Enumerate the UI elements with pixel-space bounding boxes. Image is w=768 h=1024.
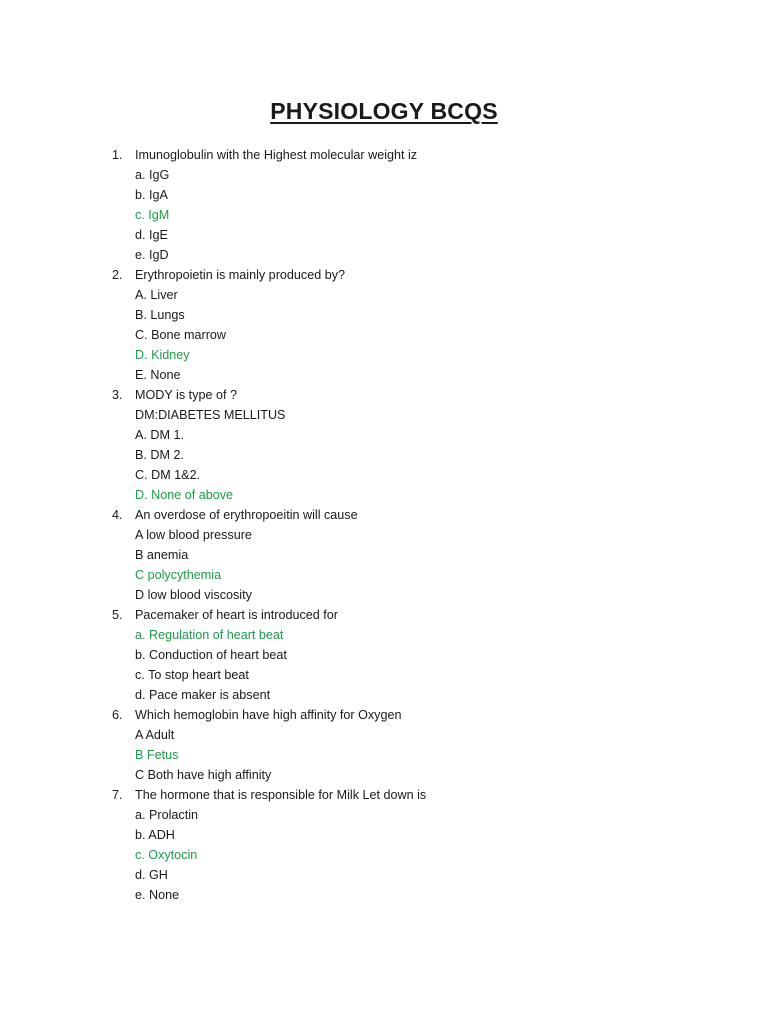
answer-option: a. IgG	[135, 168, 170, 182]
answer-option-line	[0, 725, 768, 745]
answer-option-line	[0, 845, 768, 865]
question-block	[0, 145, 768, 265]
answer-option: e. IgD	[135, 248, 169, 262]
answer-option: D low blood viscosity	[135, 588, 252, 602]
answer-option: B. Lungs	[135, 308, 185, 322]
question-list	[0, 145, 768, 905]
answer-option: b. IgA	[135, 188, 168, 202]
answer-option-line	[0, 525, 768, 545]
question-block	[0, 705, 768, 785]
answer-option: e. None	[135, 888, 180, 902]
question-text: Which hemoglobin have high affinity for Oxygen	[135, 708, 402, 722]
answer-option-correct: c. Oxytocin	[135, 848, 198, 862]
question-line	[0, 605, 768, 625]
answer-option-line	[0, 685, 768, 705]
question-block	[0, 605, 768, 705]
answer-option-correct: B Fetus	[135, 748, 179, 762]
answer-option: C. Bone marrow	[135, 328, 226, 342]
answer-option-line	[0, 825, 768, 845]
question-text: An overdose of erythropoeitin will cause	[135, 508, 358, 522]
question-line	[0, 705, 768, 725]
answer-option-line	[0, 245, 768, 265]
answer-option-line	[0, 765, 768, 785]
question-line	[0, 145, 768, 165]
answer-option-line	[0, 665, 768, 685]
question-note-line	[0, 405, 768, 425]
answer-option-correct: D. Kidney	[135, 348, 190, 362]
answer-option: d. Pace maker is absent	[135, 688, 271, 702]
answer-option-line	[0, 565, 768, 585]
answer-option-line	[0, 485, 768, 505]
answer-option: A low blood pressure	[135, 528, 252, 542]
question-text: Erythropoietin is mainly produced by?	[135, 268, 346, 282]
question-block	[0, 505, 768, 605]
question-number: 5.	[112, 608, 123, 622]
answer-option: d. IgE	[135, 228, 168, 242]
question-text: The hormone that is responsible for Milk Let down is	[135, 788, 427, 802]
answer-option-line	[0, 325, 768, 345]
answer-option-line	[0, 205, 768, 225]
answer-option: A. Liver	[135, 288, 178, 302]
answer-option: b. Conduction of heart beat	[135, 648, 287, 662]
answer-option-line	[0, 445, 768, 465]
question-text: Pacemaker of heart is introduced for	[135, 608, 339, 622]
answer-option-line	[0, 585, 768, 605]
answer-option-correct: C polycythemia	[135, 568, 222, 582]
answer-option: b. ADH	[135, 828, 175, 842]
question-line	[0, 505, 768, 525]
answer-option-line	[0, 885, 768, 905]
question-block	[0, 265, 768, 385]
question-line	[0, 385, 768, 405]
question-number: 7.	[112, 788, 123, 802]
answer-option-line	[0, 185, 768, 205]
answer-option: a. Prolactin	[135, 808, 198, 822]
answer-option-line	[0, 625, 768, 645]
question-number: 3.	[112, 388, 123, 402]
answer-option-line	[0, 425, 768, 445]
answer-option-line	[0, 365, 768, 385]
answer-option-line	[0, 745, 768, 765]
answer-option-line	[0, 805, 768, 825]
answer-option: B. DM 2.	[135, 448, 184, 462]
answer-option: B anemia	[135, 548, 189, 562]
answer-option-line	[0, 345, 768, 365]
question-line	[0, 265, 768, 285]
question-note: DM:DIABETES MELLITUS	[135, 408, 286, 422]
answer-option-line	[0, 305, 768, 325]
answer-option: C. DM 1&2.	[135, 468, 201, 482]
answer-option: c. To stop heart beat	[135, 668, 249, 682]
answer-option-correct: c. IgM	[135, 208, 170, 222]
answer-option-line	[0, 645, 768, 665]
answer-option-line	[0, 225, 768, 245]
answer-option: d. GH	[135, 868, 168, 882]
question-number: 2.	[112, 268, 123, 282]
answer-option: A. DM 1.	[135, 428, 184, 442]
answer-option: E. None	[135, 368, 181, 382]
answer-option-line	[0, 165, 768, 185]
page-title: PHYSIOLOGY BCQS	[270, 98, 498, 124]
answer-option-correct: a. Regulation of heart beat	[135, 628, 284, 642]
question-number: 6.	[112, 708, 123, 722]
answer-option-line	[0, 545, 768, 565]
answer-option-correct: D. None of above	[135, 488, 234, 502]
question-number: 1.	[112, 148, 123, 162]
answer-option-line	[0, 285, 768, 305]
question-text: MODY is type of ?	[135, 388, 237, 402]
question-block	[0, 785, 768, 905]
question-block	[0, 385, 768, 505]
answer-option: A Adult	[135, 728, 175, 742]
question-text: Imunoglobulin with the Highest molecular weight iz	[135, 148, 418, 162]
question-number: 4.	[112, 508, 123, 522]
question-line	[0, 785, 768, 805]
answer-option: C Both have high affinity	[135, 768, 272, 782]
answer-option-line	[0, 865, 768, 885]
answer-option-line	[0, 465, 768, 485]
